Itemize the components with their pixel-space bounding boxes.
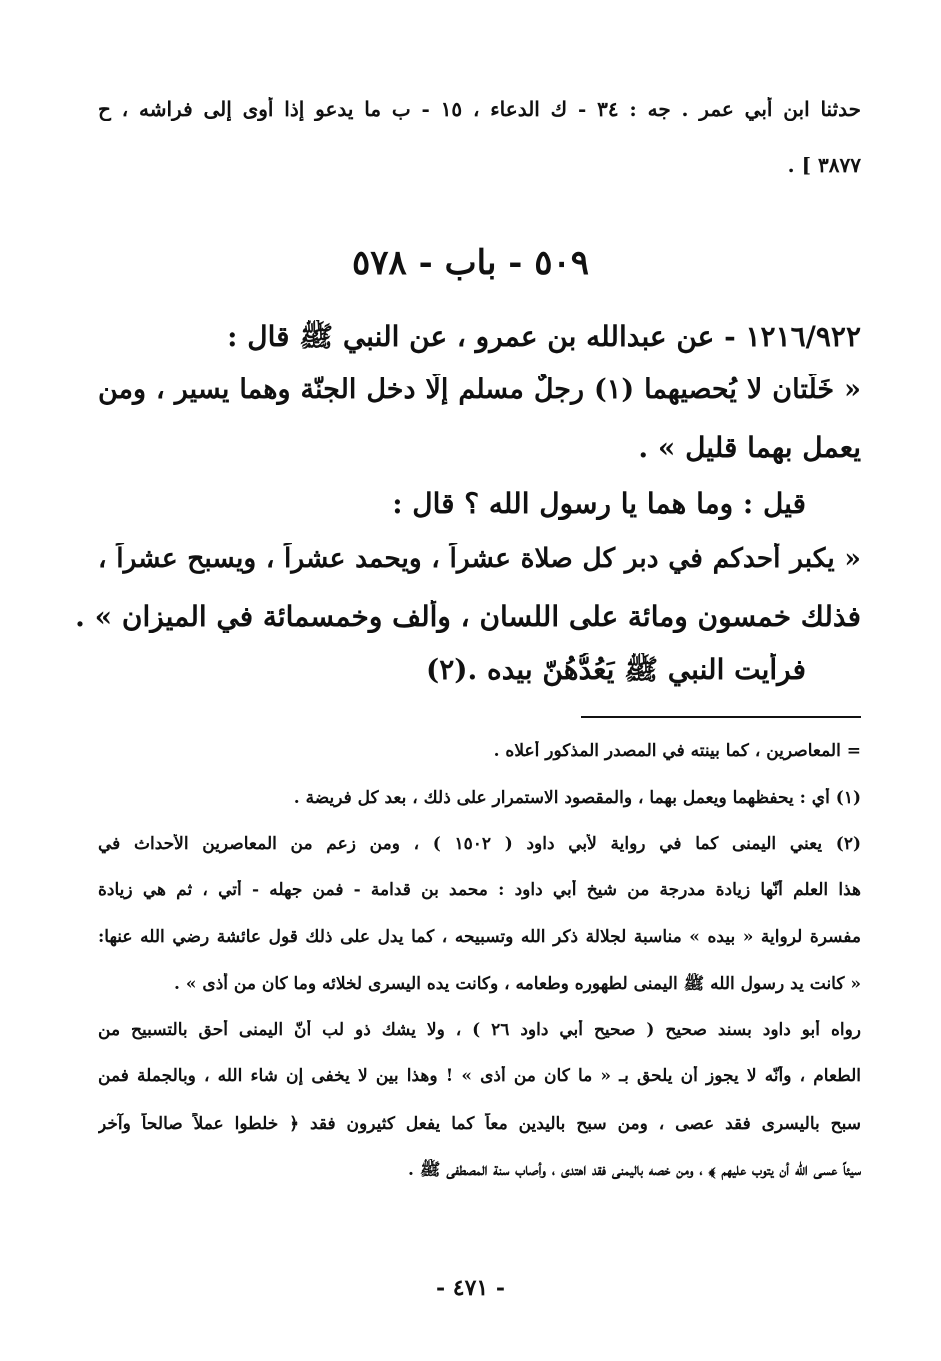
footnote-line: هذا العلم أنّها زيادة مدرجة من شيخ أبي داود : محمد بن قدامة - فمن جهله - أتي ، ثم هي زيادة [98,880,861,900]
footnote-line: رواه أبو داود بسند صحيح ( صحيح أبي داود ٢٦ ) ، ولا يشك ذو لب أنّ اليمنى أحق بالتسبيح من [98,1020,861,1040]
footnote-line: = المعاصرين ، كما بينته في المصدر المذكور أعلاه . [493,741,861,761]
hadith-line: « خَلَّتان لا يُحصيهما (١) رجلٌ مسلم إلّا دخل الجنّة وهما يسير ، ومن [98,374,861,405]
footnote-separator [581,716,861,718]
footnote-line: (١) أي : يحفظهما ويعمل بهما ، والمقصود الاستمرار على ذلك ، بعد كل فريضة . [293,788,861,808]
footnote-line: سبح باليسرى فقد عصى ، ومن سبح باليدين معاً كما يفعل كثيرون فقد ﴿ خلطوا عملاً صالحاً وآخر [98,1114,861,1134]
footnote-line: سيئاً عسى الله أن يتوب عليهم ﴾ ، ومن خصه باليمنى فقد اهتدى ، وأصاب سنة المصطفى ﷺ . [408,1160,861,1180]
reference-line-1: حدثنا ابن أبي عمر . جه : ٣٤ - ك الدعاء ، ١٥ - ب ما يدعو إذا أوى إلى فراشه ، ح [98,97,861,121]
hadith-line: قيل : وما هما يا رسول الله ؟ قال : [392,487,806,520]
hadith-line: فذلك خمسون ومائة على اللسان ، وألف وخمسمائة في الميزان » . [75,600,861,633]
chapter-heading: ٥٠٩ - باب - ٥٧٨ [352,243,589,283]
footnote-line: « كانت يد رسول الله ﷺ اليمنى لطهوره وطعامه ، وكانت يده اليسرى لخلائه وما كان من أذى » . [174,974,861,994]
page-number: - ٤٧١ - [435,1275,506,1301]
footnote-line: مفسرة لرواية « بيده » مناسبة لجلالة ذكر الله وتسبيحه ، كما يدل على ذلك قول عائشة رضي الله عنها: [98,927,861,947]
hadith-line: فرأيت النبي ﷺ يَعُدُّهُنّ بيده .(٢) [426,653,806,686]
hadith-line: ١٢١٦/٩٢٢ - عن عبدالله بن عمرو ، عن النبي ﷺ قال : [227,320,861,353]
hadith-line: يعمل بهما قليل » . [638,431,861,464]
footnote-line: (٢) يعني اليمنى كما في رواية لأبي داود ( ١٥٠٢ ) ، ومن زعم من المعاصرين الأحداث في [98,834,861,854]
hadith-line: « يكبر أحدكم في دبر كل صلاة عشراً ، ويحمد عشراً ، ويسبح عشراً ، [98,543,861,574]
reference-line-2: . [ ٣٨٧٧ [787,153,861,177]
footnote-line: الطعام ، وأنّه لا يجوز أن يلحق بـ « ما كان من أذى » ! وهذا بين لا يخفى إن شاء الله ، وبالجملة فمن [98,1066,861,1086]
